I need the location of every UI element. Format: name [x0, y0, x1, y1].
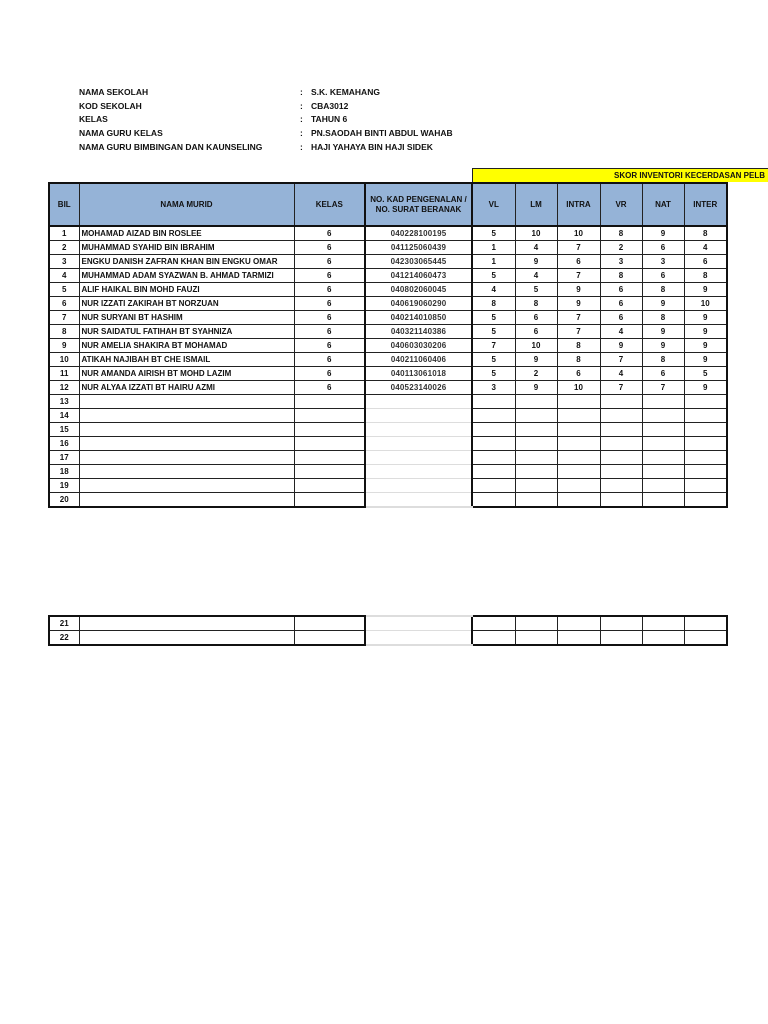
- vr-cell[interactable]: 8: [600, 269, 642, 283]
- bil-cell[interactable]: 3: [49, 255, 79, 269]
- bil-cell[interactable]: 12: [49, 381, 79, 395]
- nat-cell[interactable]: 6: [642, 269, 684, 283]
- vr-cell[interactable]: 6: [600, 283, 642, 297]
- bil-cell[interactable]: 15: [49, 423, 79, 437]
- inter-cell[interactable]: [684, 631, 727, 646]
- intra-cell[interactable]: 7: [557, 269, 600, 283]
- nat-cell[interactable]: [642, 493, 684, 508]
- class-cell[interactable]: [294, 465, 365, 479]
- vl-cell[interactable]: [472, 616, 515, 631]
- info-label: NAMA GURU KELAS: [79, 128, 163, 139]
- info-separator: :: [300, 114, 303, 125]
- info-label: NAMA GURU BIMBINGAN DAN KAUNSELING: [79, 141, 263, 152]
- header-lm: LM: [515, 183, 557, 226]
- bil-cell[interactable]: 11: [49, 367, 79, 381]
- student-name-cell[interactable]: [79, 479, 294, 493]
- student-name-cell[interactable]: [79, 409, 294, 423]
- intra-cell[interactable]: [557, 437, 600, 451]
- inter-cell[interactable]: 8: [684, 269, 727, 283]
- intra-cell[interactable]: [557, 493, 600, 508]
- vl-cell[interactable]: 1: [472, 241, 515, 255]
- vl-cell[interactable]: [472, 479, 515, 493]
- ic-cell[interactable]: 040228100195: [365, 226, 472, 241]
- intra-cell[interactable]: 10: [557, 381, 600, 395]
- score-banner: [472, 168, 768, 182]
- vr-cell[interactable]: [600, 437, 642, 451]
- inter-cell[interactable]: 9: [684, 353, 727, 367]
- nat-cell[interactable]: 8: [642, 353, 684, 367]
- ic-cell[interactable]: [365, 395, 472, 409]
- lm-cell[interactable]: 9: [515, 255, 557, 269]
- class-cell[interactable]: 6: [294, 269, 365, 283]
- ic-cell[interactable]: 041125060439: [365, 241, 472, 255]
- table-row: [49, 283, 727, 297]
- info-separator: :: [300, 87, 303, 97]
- class-cell[interactable]: [294, 616, 365, 631]
- inter-cell[interactable]: [684, 616, 727, 631]
- vr-cell[interactable]: 4: [600, 367, 642, 381]
- vl-cell[interactable]: 3: [472, 381, 515, 395]
- nat-cell[interactable]: 7: [642, 381, 684, 395]
- class-cell[interactable]: [294, 451, 365, 465]
- table-row: [49, 269, 727, 283]
- lm-cell[interactable]: 10: [515, 339, 557, 353]
- vr-cell[interactable]: 3: [600, 255, 642, 269]
- inter-cell[interactable]: 5: [684, 367, 727, 381]
- bil-cell[interactable]: 6: [49, 297, 79, 311]
- table-header-row: [49, 183, 727, 226]
- class-cell[interactable]: [294, 631, 365, 646]
- bil-cell[interactable]: 14: [49, 409, 79, 423]
- info-value: S.K. KEMAHANG: [311, 87, 380, 97]
- inter-cell[interactable]: [684, 409, 727, 423]
- inter-cell[interactable]: [684, 451, 727, 465]
- class-cell[interactable]: 6: [294, 255, 365, 269]
- lm-cell[interactable]: 4: [515, 269, 557, 283]
- bil-cell[interactable]: 9: [49, 339, 79, 353]
- student-name-cell[interactable]: [79, 631, 294, 646]
- ic-cell[interactable]: 040113061018: [365, 367, 472, 381]
- ic-cell[interactable]: [365, 465, 472, 479]
- table-row: [49, 437, 727, 451]
- info-separator: :: [300, 141, 303, 152]
- table-row: [49, 451, 727, 465]
- nat-cell[interactable]: [642, 616, 684, 631]
- student-name-cell[interactable]: NUR IZZATI ZAKIRAH BT NORZUAN: [79, 297, 294, 311]
- vl-cell[interactable]: 5: [472, 325, 515, 339]
- class-cell[interactable]: [294, 437, 365, 451]
- vl-cell[interactable]: 5: [472, 269, 515, 283]
- table-row: [49, 381, 727, 395]
- student-name-cell[interactable]: ATIKAH NAJIBAH BT CHE ISMAIL: [79, 353, 294, 367]
- inter-cell[interactable]: 9: [684, 325, 727, 339]
- intra-cell[interactable]: [557, 631, 600, 646]
- info-value: TAHUN 6: [311, 114, 348, 125]
- vr-cell[interactable]: 2: [600, 241, 642, 255]
- student-name-cell[interactable]: ALIF HAIKAL BIN MOHD FAUZI: [79, 283, 294, 297]
- inter-cell[interactable]: 9: [684, 381, 727, 395]
- info-value: CBA3012: [311, 100, 349, 111]
- intra-cell[interactable]: [557, 423, 600, 437]
- lm-cell[interactable]: [515, 451, 557, 465]
- class-cell[interactable]: 6: [294, 226, 365, 241]
- vl-cell[interactable]: 5: [472, 226, 515, 241]
- class-cell[interactable]: [294, 493, 365, 508]
- student-name-cell[interactable]: NUR ALYAA IZZATI BT HAIRU AZMI: [79, 381, 294, 395]
- table-row: [49, 297, 727, 311]
- vr-cell[interactable]: [600, 451, 642, 465]
- class-cell[interactable]: 6: [294, 353, 365, 367]
- inter-cell[interactable]: [684, 437, 727, 451]
- table-row: [49, 493, 727, 508]
- intra-cell[interactable]: 6: [557, 367, 600, 381]
- class-cell[interactable]: 6: [294, 297, 365, 311]
- inter-cell[interactable]: 4: [684, 241, 727, 255]
- table-row: [49, 226, 727, 241]
- student-name-cell[interactable]: [79, 493, 294, 508]
- vr-cell[interactable]: 7: [600, 381, 642, 395]
- inter-cell[interactable]: [684, 395, 727, 409]
- student-name-cell[interactable]: NUR AMANDA AIRISH BT MOHD LAZIM: [79, 367, 294, 381]
- bil-cell[interactable]: 20: [49, 493, 79, 508]
- vr-cell[interactable]: [600, 395, 642, 409]
- info-label: KOD SEKOLAH: [79, 100, 142, 111]
- inter-cell[interactable]: [684, 493, 727, 508]
- student-name-cell[interactable]: NUR SURYANI BT HASHIM: [79, 311, 294, 325]
- bil-cell[interactable]: 19: [49, 479, 79, 493]
- vl-cell[interactable]: 4: [472, 283, 515, 297]
- lm-cell[interactable]: [515, 465, 557, 479]
- student-name-cell[interactable]: MUHAMMAD SYAHID BIN IBRAHIM: [79, 241, 294, 255]
- inter-cell[interactable]: [684, 423, 727, 437]
- bil-cell[interactable]: 5: [49, 283, 79, 297]
- bil-cell[interactable]: 10: [49, 353, 79, 367]
- info-separator: :: [300, 128, 303, 139]
- ic-cell[interactable]: [365, 437, 472, 451]
- intra-cell[interactable]: 8: [557, 353, 600, 367]
- vr-cell[interactable]: [600, 479, 642, 493]
- vr-cell[interactable]: 6: [600, 311, 642, 325]
- lm-cell[interactable]: 4: [515, 241, 557, 255]
- vr-cell[interactable]: [600, 616, 642, 631]
- bil-cell[interactable]: 4: [49, 269, 79, 283]
- ic-cell[interactable]: [365, 493, 472, 508]
- intra-cell[interactable]: [557, 409, 600, 423]
- intra-cell[interactable]: 10: [557, 226, 600, 241]
- inter-cell[interactable]: [684, 479, 727, 493]
- table-row: [49, 479, 727, 493]
- ic-cell[interactable]: 040214010850: [365, 311, 472, 325]
- table-row: [49, 353, 727, 367]
- nat-cell[interactable]: [642, 631, 684, 646]
- class-cell[interactable]: 6: [294, 241, 365, 255]
- lm-cell[interactable]: [515, 616, 557, 631]
- ic-cell[interactable]: [365, 616, 472, 631]
- intra-cell[interactable]: 9: [557, 297, 600, 311]
- student-name-cell[interactable]: MOHAMAD AIZAD BIN ROSLEE: [79, 226, 294, 241]
- bil-cell[interactable]: 17: [49, 451, 79, 465]
- lm-cell[interactable]: [515, 631, 557, 646]
- vr-cell[interactable]: 9: [600, 339, 642, 353]
- table-row: [49, 423, 727, 437]
- lm-cell[interactable]: [515, 493, 557, 508]
- info-value: HAJI YAHAYA BIN HAJI SIDEK: [311, 141, 433, 152]
- vr-cell[interactable]: 8: [600, 226, 642, 241]
- inter-cell[interactable]: 10: [684, 297, 727, 311]
- inter-cell[interactable]: 8: [684, 226, 727, 241]
- ic-cell[interactable]: [365, 631, 472, 646]
- student-name-cell[interactable]: [79, 451, 294, 465]
- ic-cell[interactable]: 041214060473: [365, 269, 472, 283]
- nat-cell[interactable]: 9: [642, 339, 684, 353]
- class-cell[interactable]: 6: [294, 325, 365, 339]
- lm-cell[interactable]: 8: [515, 297, 557, 311]
- ic-cell[interactable]: [365, 423, 472, 437]
- ic-cell[interactable]: 040619060290: [365, 297, 472, 311]
- intra-cell[interactable]: 8: [557, 339, 600, 353]
- ic-cell[interactable]: 040603030206: [365, 339, 472, 353]
- table-row: [49, 616, 727, 631]
- lm-cell[interactable]: [515, 423, 557, 437]
- lm-cell[interactable]: 5: [515, 283, 557, 297]
- lm-cell[interactable]: 2: [515, 367, 557, 381]
- vr-cell[interactable]: [600, 493, 642, 508]
- lm-cell[interactable]: [515, 437, 557, 451]
- inter-cell[interactable]: 6: [684, 255, 727, 269]
- bil-cell[interactable]: 18: [49, 465, 79, 479]
- nat-cell[interactable]: 8: [642, 311, 684, 325]
- vr-cell[interactable]: 7: [600, 353, 642, 367]
- header-inter: INTER: [684, 183, 727, 226]
- student-table: [48, 182, 728, 508]
- lm-cell[interactable]: 10: [515, 226, 557, 241]
- class-cell[interactable]: [294, 409, 365, 423]
- nat-cell[interactable]: 9: [642, 226, 684, 241]
- class-cell[interactable]: 6: [294, 381, 365, 395]
- bil-cell[interactable]: 1: [49, 226, 79, 241]
- vl-cell[interactable]: [472, 631, 515, 646]
- ic-cell[interactable]: 040211060406: [365, 353, 472, 367]
- student-name-cell[interactable]: [79, 423, 294, 437]
- vr-cell[interactable]: [600, 409, 642, 423]
- intra-cell[interactable]: [557, 479, 600, 493]
- lm-cell[interactable]: 9: [515, 381, 557, 395]
- table-row: [49, 465, 727, 479]
- inter-cell[interactable]: [684, 465, 727, 479]
- info-value: PN.SAODAH BINTI ABDUL WAHAB: [311, 128, 453, 139]
- nat-cell[interactable]: [642, 409, 684, 423]
- vl-cell[interactable]: 5: [472, 353, 515, 367]
- ic-cell[interactable]: 040321140386: [365, 325, 472, 339]
- vl-cell[interactable]: [472, 409, 515, 423]
- vl-cell[interactable]: 7: [472, 339, 515, 353]
- intra-cell[interactable]: [557, 616, 600, 631]
- header-kelas: KELAS: [294, 183, 365, 226]
- intra-cell[interactable]: [557, 451, 600, 465]
- info-label: KELAS: [79, 114, 108, 125]
- bil-cell[interactable]: 2: [49, 241, 79, 255]
- nat-cell[interactable]: 6: [642, 367, 684, 381]
- table-row: [49, 241, 727, 255]
- bil-cell[interactable]: 8: [49, 325, 79, 339]
- nat-cell[interactable]: [642, 451, 684, 465]
- bil-cell[interactable]: 7: [49, 311, 79, 325]
- lm-cell[interactable]: 6: [515, 325, 557, 339]
- nat-cell[interactable]: [642, 437, 684, 451]
- nat-cell[interactable]: [642, 423, 684, 437]
- vl-cell[interactable]: 1: [472, 255, 515, 269]
- vl-cell[interactable]: [472, 493, 515, 508]
- nat-cell[interactable]: 9: [642, 325, 684, 339]
- vl-cell[interactable]: 8: [472, 297, 515, 311]
- student-name-cell[interactable]: NUR SAIDATUL FATIHAH BT SYAHNIZA: [79, 325, 294, 339]
- vl-cell[interactable]: [472, 465, 515, 479]
- bil-cell[interactable]: 16: [49, 437, 79, 451]
- ic-cell[interactable]: [365, 409, 472, 423]
- intra-cell[interactable]: 9: [557, 283, 600, 297]
- nat-cell[interactable]: 3: [642, 255, 684, 269]
- intra-cell[interactable]: [557, 465, 600, 479]
- ic-cell[interactable]: 040802060045: [365, 283, 472, 297]
- vl-cell[interactable]: 5: [472, 367, 515, 381]
- vr-cell[interactable]: [600, 465, 642, 479]
- lm-cell[interactable]: [515, 409, 557, 423]
- inter-cell[interactable]: 9: [684, 339, 727, 353]
- table-row: [49, 631, 727, 646]
- header-bil: BIL: [49, 183, 79, 226]
- table-row: [49, 311, 727, 325]
- table-row: [49, 409, 727, 423]
- header-intra: INTRA: [557, 183, 600, 226]
- class-cell[interactable]: [294, 395, 365, 409]
- student-name-cell[interactable]: NUR AMELIA SHAKIRA BT MOHAMAD: [79, 339, 294, 353]
- table-row: [49, 367, 727, 381]
- vl-cell[interactable]: [472, 451, 515, 465]
- table-row: [49, 395, 727, 409]
- nat-cell[interactable]: 9: [642, 297, 684, 311]
- student-name-cell[interactable]: ENGKU DANISH ZAFRAN KHAN BIN ENGKU OMAR: [79, 255, 294, 269]
- inter-cell[interactable]: 9: [684, 283, 727, 297]
- nat-cell[interactable]: [642, 395, 684, 409]
- info-label: NAMA SEKOLAH: [79, 87, 149, 97]
- class-cell[interactable]: 6: [294, 367, 365, 381]
- header-vl: VL: [472, 183, 515, 226]
- student-name-cell[interactable]: [79, 616, 294, 631]
- intra-cell[interactable]: 7: [557, 241, 600, 255]
- nat-cell[interactable]: 8: [642, 283, 684, 297]
- bil-cell[interactable]: 13: [49, 395, 79, 409]
- header-nat: NAT: [642, 183, 684, 226]
- class-cell[interactable]: [294, 479, 365, 493]
- lm-cell[interactable]: 9: [515, 353, 557, 367]
- student-name-cell[interactable]: [79, 465, 294, 479]
- vl-cell[interactable]: [472, 395, 515, 409]
- table-row: [49, 255, 727, 269]
- vr-cell[interactable]: [600, 631, 642, 646]
- student-name-cell[interactable]: MUHAMMAD ADAM SYAZWAN B. AHMAD TARMIZI: [79, 269, 294, 283]
- vl-cell[interactable]: [472, 437, 515, 451]
- ic-cell[interactable]: [365, 451, 472, 465]
- ic-cell[interactable]: 040523140026: [365, 381, 472, 395]
- student-name-cell[interactable]: [79, 395, 294, 409]
- score-banner-text: SKOR INVENTORI KECERDASAN PELB: [614, 171, 765, 180]
- vr-cell[interactable]: 6: [600, 297, 642, 311]
- vl-cell[interactable]: 5: [472, 311, 515, 325]
- bil-cell[interactable]: 22: [49, 631, 79, 646]
- table-row: [49, 325, 727, 339]
- header-nama-murid: NAMA MURID: [79, 183, 294, 226]
- intra-cell[interactable]: 7: [557, 311, 600, 325]
- student-name-cell[interactable]: [79, 437, 294, 451]
- bil-cell[interactable]: 21: [49, 616, 79, 631]
- ic-cell[interactable]: 042303065445: [365, 255, 472, 269]
- nat-cell[interactable]: 6: [642, 241, 684, 255]
- lm-cell[interactable]: 6: [515, 311, 557, 325]
- vr-cell[interactable]: 4: [600, 325, 642, 339]
- class-cell[interactable]: [294, 423, 365, 437]
- ic-cell[interactable]: [365, 479, 472, 493]
- class-cell[interactable]: 6: [294, 283, 365, 297]
- header-vr: VR: [600, 183, 642, 226]
- lm-cell[interactable]: [515, 479, 557, 493]
- class-cell[interactable]: 6: [294, 311, 365, 325]
- class-cell[interactable]: 6: [294, 339, 365, 353]
- intra-cell[interactable]: 6: [557, 255, 600, 269]
- info-separator: :: [300, 100, 303, 111]
- nat-cell[interactable]: [642, 479, 684, 493]
- intra-cell[interactable]: 7: [557, 325, 600, 339]
- intra-cell[interactable]: [557, 395, 600, 409]
- vr-cell[interactable]: [600, 423, 642, 437]
- student-table-continued: [48, 615, 728, 646]
- nat-cell[interactable]: [642, 465, 684, 479]
- lm-cell[interactable]: [515, 395, 557, 409]
- inter-cell[interactable]: 9: [684, 311, 727, 325]
- table-row: [49, 339, 727, 353]
- vl-cell[interactable]: [472, 423, 515, 437]
- header-ic: NO. KAD PENGENALAN / NO. SURAT BERANAK: [365, 183, 472, 226]
